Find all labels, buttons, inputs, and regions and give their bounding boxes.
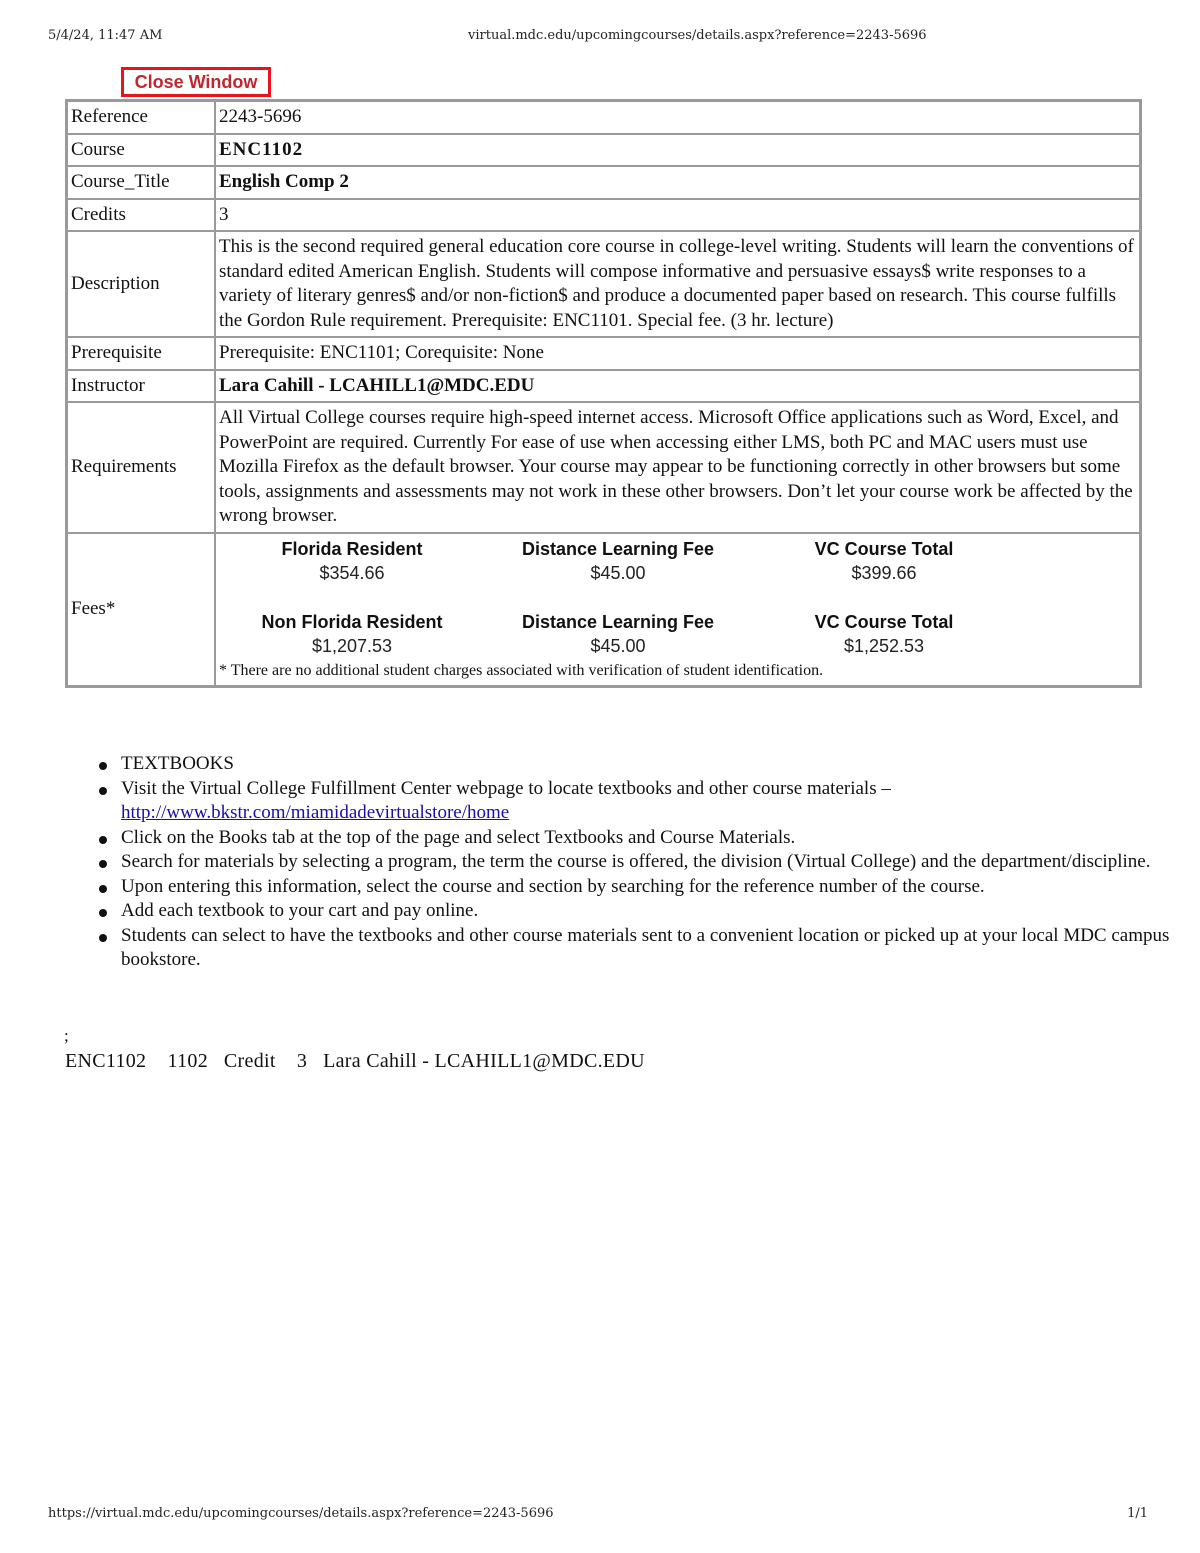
fee-cell bbox=[751, 610, 1017, 658]
table-row-reference bbox=[67, 101, 1140, 134]
fees-note: * There are no additional student charges associated with verification of student identification. bbox=[219, 661, 824, 679]
fees-row-resident bbox=[219, 537, 1019, 585]
fees-label: Fees* bbox=[67, 533, 215, 686]
requirements-label: Requirements bbox=[67, 402, 215, 533]
fee-amount: $45.00 bbox=[590, 635, 646, 656]
description-value: This is the second required general education core course in college-level writing. Students will learn the conventions of standard edited American English. Students will compose informative and persuasive essays$ write responses to a variety of literary genres$ and/or non-fiction$ and produce a documented paper based on research. This course fulfills the Gordon Rule requirement. Prerequisite: ENC1101. Special fee. (3 hr. lecture) bbox=[215, 231, 1140, 337]
fee-cell bbox=[219, 537, 485, 585]
fee-heading: Florida Resident bbox=[281, 538, 423, 559]
fee-heading: VC Course Total bbox=[814, 538, 954, 559]
list-item: Click on the Books tab at the top of the page and select Textbooks and Course Materials. bbox=[121, 826, 1191, 851]
fee-heading: Non Florida Resident bbox=[261, 611, 443, 632]
print-header bbox=[0, 28, 1200, 48]
fees-grid bbox=[219, 537, 1019, 658]
print-date: 5/4/24, 11:47 AM bbox=[48, 28, 163, 43]
print-url: virtual.mdc.edu/upcomingcourses/details.aspx?reference=2243-5696 bbox=[468, 28, 927, 43]
list-item bbox=[121, 777, 1191, 826]
fee-cell bbox=[751, 537, 1017, 585]
fee-amount: $399.66 bbox=[851, 562, 917, 583]
table-row-course bbox=[67, 134, 1140, 167]
list-item: Add each textbook to your cart and pay online. bbox=[121, 899, 1191, 924]
fee-cell bbox=[219, 610, 485, 658]
description-label: Description bbox=[67, 231, 215, 337]
table-row-prerequisite bbox=[67, 337, 1140, 370]
fee-amount: $354.66 bbox=[319, 562, 385, 583]
bookstore-link[interactable]: http://www.bkstr.com/miamidadevirtualstore/home bbox=[121, 802, 510, 823]
fees-spacer bbox=[219, 585, 1019, 610]
table-row-instructor bbox=[67, 370, 1140, 403]
page-number: 1/1 bbox=[1127, 1506, 1148, 1521]
fees-value bbox=[215, 533, 1140, 686]
course-title-value: English Comp 2 bbox=[215, 166, 1140, 199]
course-label: Course bbox=[67, 134, 215, 167]
instructor-label: Instructor bbox=[67, 370, 215, 403]
list-item: Students can select to have the textbooks and other course materials sent to a convenient location or picked up at your local MDC campus bookstore. bbox=[121, 924, 1191, 973]
stray-semicolon: ; bbox=[64, 1026, 69, 1045]
fee-cell bbox=[485, 610, 751, 658]
textbooks-list bbox=[65, 752, 1191, 973]
print-footer bbox=[0, 1506, 1200, 1526]
fee-cell bbox=[485, 537, 751, 585]
reference-label: Reference bbox=[67, 101, 215, 134]
close-window-button[interactable]: Close Window bbox=[121, 67, 271, 97]
reference-value: 2243-5696 bbox=[215, 101, 1140, 134]
prerequisite-value: Prerequisite: ENC1101; Corequisite: None bbox=[215, 337, 1140, 370]
fee-amount: $1,207.53 bbox=[311, 635, 393, 656]
fee-amount: $45.00 bbox=[590, 562, 646, 583]
fee-heading: Distance Learning Fee bbox=[521, 611, 715, 632]
requirements-value: All Virtual College courses require high-speed internet access. Microsoft Office applications such as Word, Excel, and PowerPoint are required. Currently For ease of use when accessing either LMS, both PC and MAC users must use Mozilla Firefox as the default browser. Your course may appear to be functioning correctly in other browsers but some tools, assignments and assessments may not work in these other browsers. Don’t let your course work be affected by the wrong browser. bbox=[215, 402, 1140, 533]
list-item: Search for materials by selecting a program, the term the course is offered, the division (Virtual College) and the department/discipline. bbox=[121, 850, 1191, 875]
course-details-table bbox=[65, 99, 1142, 688]
fees-row-non-resident bbox=[219, 610, 1019, 658]
table-row-credits bbox=[67, 199, 1140, 232]
fee-heading: VC Course Total bbox=[814, 611, 954, 632]
credits-value: 3 bbox=[215, 199, 1140, 232]
instructor-value: Lara Cahill - LCAHILL1@MDC.EDU bbox=[215, 370, 1140, 403]
table-row-description bbox=[67, 231, 1140, 337]
list-item: TEXTBOOKS bbox=[121, 752, 1191, 777]
list-item: Upon entering this information, select the course and section by searching for the reference number of the course. bbox=[121, 875, 1191, 900]
list-item-text: Visit the Virtual College Fulfillment Center webpage to locate textbooks and other course materials – bbox=[121, 777, 891, 799]
table-row-requirements bbox=[67, 402, 1140, 533]
fee-amount: $1,252.53 bbox=[843, 635, 925, 656]
prerequisite-label: Prerequisite bbox=[67, 337, 215, 370]
course-value bbox=[215, 134, 1140, 167]
course-title-label: Course_Title bbox=[67, 166, 215, 199]
fee-heading: Distance Learning Fee bbox=[521, 538, 715, 559]
course-summary-line: ENC1102 1102 Credit 3 Lara Cahill - LCAHILL1@MDC.EDU bbox=[65, 1050, 645, 1072]
footer-url: https://virtual.mdc.edu/upcomingcourses/details.aspx?reference=2243-5696 bbox=[48, 1506, 554, 1521]
course-code: ENC1102 bbox=[219, 138, 304, 160]
credits-label: Credits bbox=[67, 199, 215, 232]
table-row-course-title bbox=[67, 166, 1140, 199]
table-row-fees bbox=[67, 533, 1140, 686]
